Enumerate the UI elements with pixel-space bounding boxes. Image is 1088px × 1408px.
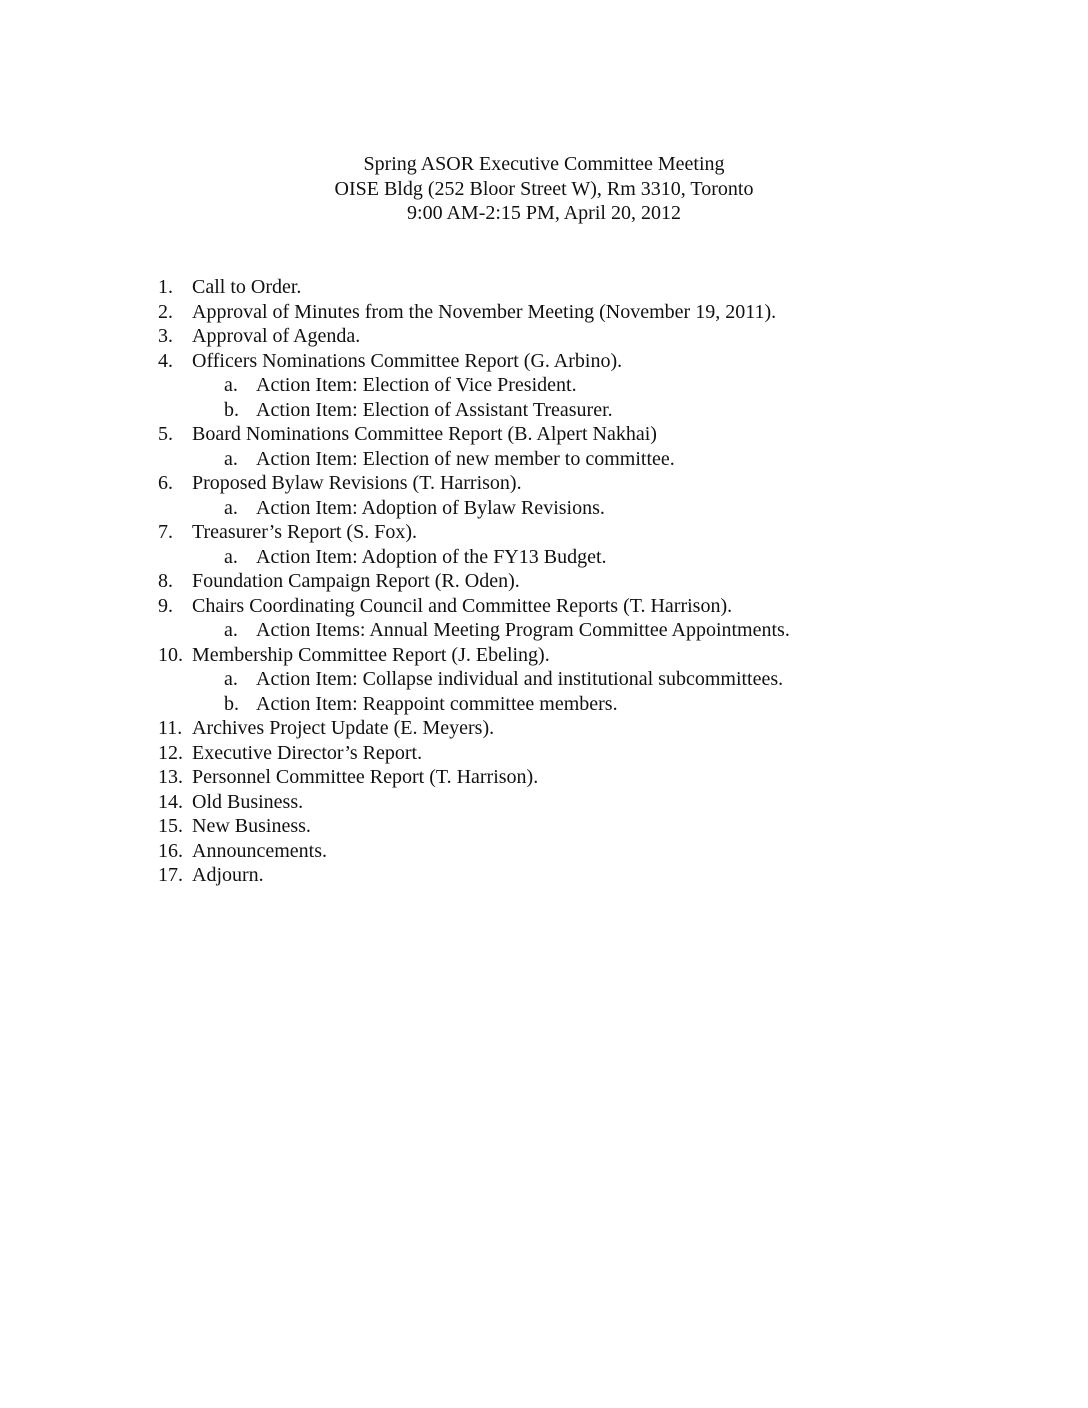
item-number: 6. <box>158 472 173 494</box>
item-text: Chairs Coordinating Council and Committee Reports (T. Harrison). <box>192 594 733 617</box>
subitem-letter: a. <box>224 545 238 568</box>
item-text: Foundation Campaign Report (R. Oden). <box>192 570 520 592</box>
item-text: Treasurer’s Report (S. Fox). <box>192 521 417 543</box>
agenda-item <box>158 643 1058 668</box>
subitem-letter: a. <box>224 496 238 519</box>
agenda-item <box>158 839 1058 864</box>
item-number: 9. <box>158 594 173 617</box>
item-number: 11. <box>158 717 183 739</box>
subitem-letter: a. <box>224 668 238 690</box>
item-text: Approval of Minutes from the November Meeting (November 19, 2011). <box>192 300 777 323</box>
subitem-letter: b. <box>224 398 239 421</box>
subitem-text: Action Items: Annual Meeting Program Committee Appointments. <box>256 619 790 641</box>
item-text: Call to Order. <box>192 276 302 298</box>
agenda-subitem <box>158 667 1058 692</box>
agenda-item <box>158 863 1058 888</box>
item-text: Proposed Bylaw Revisions (T. Harrison). <box>192 472 522 494</box>
agenda-subitem <box>158 545 1058 570</box>
item-number: 7. <box>158 521 173 543</box>
agenda-subitem <box>158 447 1058 472</box>
agenda-item <box>158 814 1058 839</box>
item-text: Board Nominations Committee Report (B. Alpert Nakhai) <box>192 423 657 445</box>
item-number: 16. <box>158 839 183 862</box>
item-number: 8. <box>158 570 173 592</box>
subitem-text: Action Item: Adoption of Bylaw Revisions. <box>256 496 605 519</box>
item-number: 2. <box>158 300 173 323</box>
item-number: 5. <box>158 423 173 445</box>
agenda-item <box>158 569 1058 594</box>
meeting-location: OISE Bldg (252 Bloor Street W), Rm 3310, Toronto <box>334 177 754 200</box>
agenda-subitem <box>158 618 1058 643</box>
item-number: 4. <box>158 349 173 372</box>
item-text: Personnel Committee Report (T. Harrison). <box>192 766 539 788</box>
item-number: 14. <box>158 790 183 813</box>
agenda-item <box>158 741 1058 766</box>
meeting-title: Spring ASOR Executive Committee Meeting <box>363 153 725 175</box>
item-number: 17. <box>158 864 183 886</box>
subitem-text: Action Item: Collapse individual and institutional subcommittees. <box>256 668 784 690</box>
agenda-item <box>158 275 1058 300</box>
meeting-header <box>0 152 1088 226</box>
item-text: Officers Nominations Committee Report (G. Arbino). <box>192 349 623 372</box>
subitem-letter: a. <box>224 374 238 396</box>
agenda-subitem <box>158 398 1058 423</box>
item-text: Old Business. <box>192 790 304 813</box>
item-text: Announcements. <box>192 839 327 862</box>
subitem-text: Action Item: Adoption of the FY13 Budget. <box>256 545 607 568</box>
subitem-text: Action Item: Election of Vice President. <box>256 374 577 396</box>
subitem-letter: b. <box>224 692 239 715</box>
agenda-item <box>158 790 1058 815</box>
agenda-item <box>158 349 1058 374</box>
subitem-letter: a. <box>224 619 238 641</box>
agenda-item <box>158 520 1058 545</box>
agenda-subitem <box>158 692 1058 717</box>
item-text: Executive Director’s Report. <box>192 741 423 764</box>
agenda-item <box>158 422 1058 447</box>
item-text: New Business. <box>192 815 311 837</box>
agenda-item <box>158 471 1058 496</box>
item-number: 3. <box>158 325 173 347</box>
agenda-item <box>158 324 1058 349</box>
subitem-text: Action Item: Election of new member to committee. <box>256 447 675 470</box>
agenda-subitem <box>158 496 1058 521</box>
item-number: 15. <box>158 815 183 837</box>
meeting-time-date: 9:00 AM-2:15 PM, April 20, 2012 <box>407 202 681 224</box>
item-text: Archives Project Update (E. Meyers). <box>192 717 495 739</box>
subitem-letter: a. <box>224 447 238 470</box>
item-number: 10. <box>158 643 183 666</box>
item-number: 1. <box>158 276 173 298</box>
agenda-item <box>158 765 1058 790</box>
agenda-item <box>158 716 1058 741</box>
item-text: Approval of Agenda. <box>192 325 361 347</box>
agenda-item <box>158 300 1058 325</box>
item-number: 12. <box>158 741 183 764</box>
agenda-item <box>158 594 1058 619</box>
item-text: Adjourn. <box>192 864 264 886</box>
item-number: 13. <box>158 766 183 788</box>
subitem-text: Action Item: Reappoint committee members. <box>256 692 618 715</box>
agenda-subitem <box>158 373 1058 398</box>
agenda-list <box>158 275 1058 888</box>
subitem-text: Action Item: Election of Assistant Treasurer. <box>256 398 613 421</box>
item-text: Membership Committee Report (J. Ebeling). <box>192 643 550 666</box>
